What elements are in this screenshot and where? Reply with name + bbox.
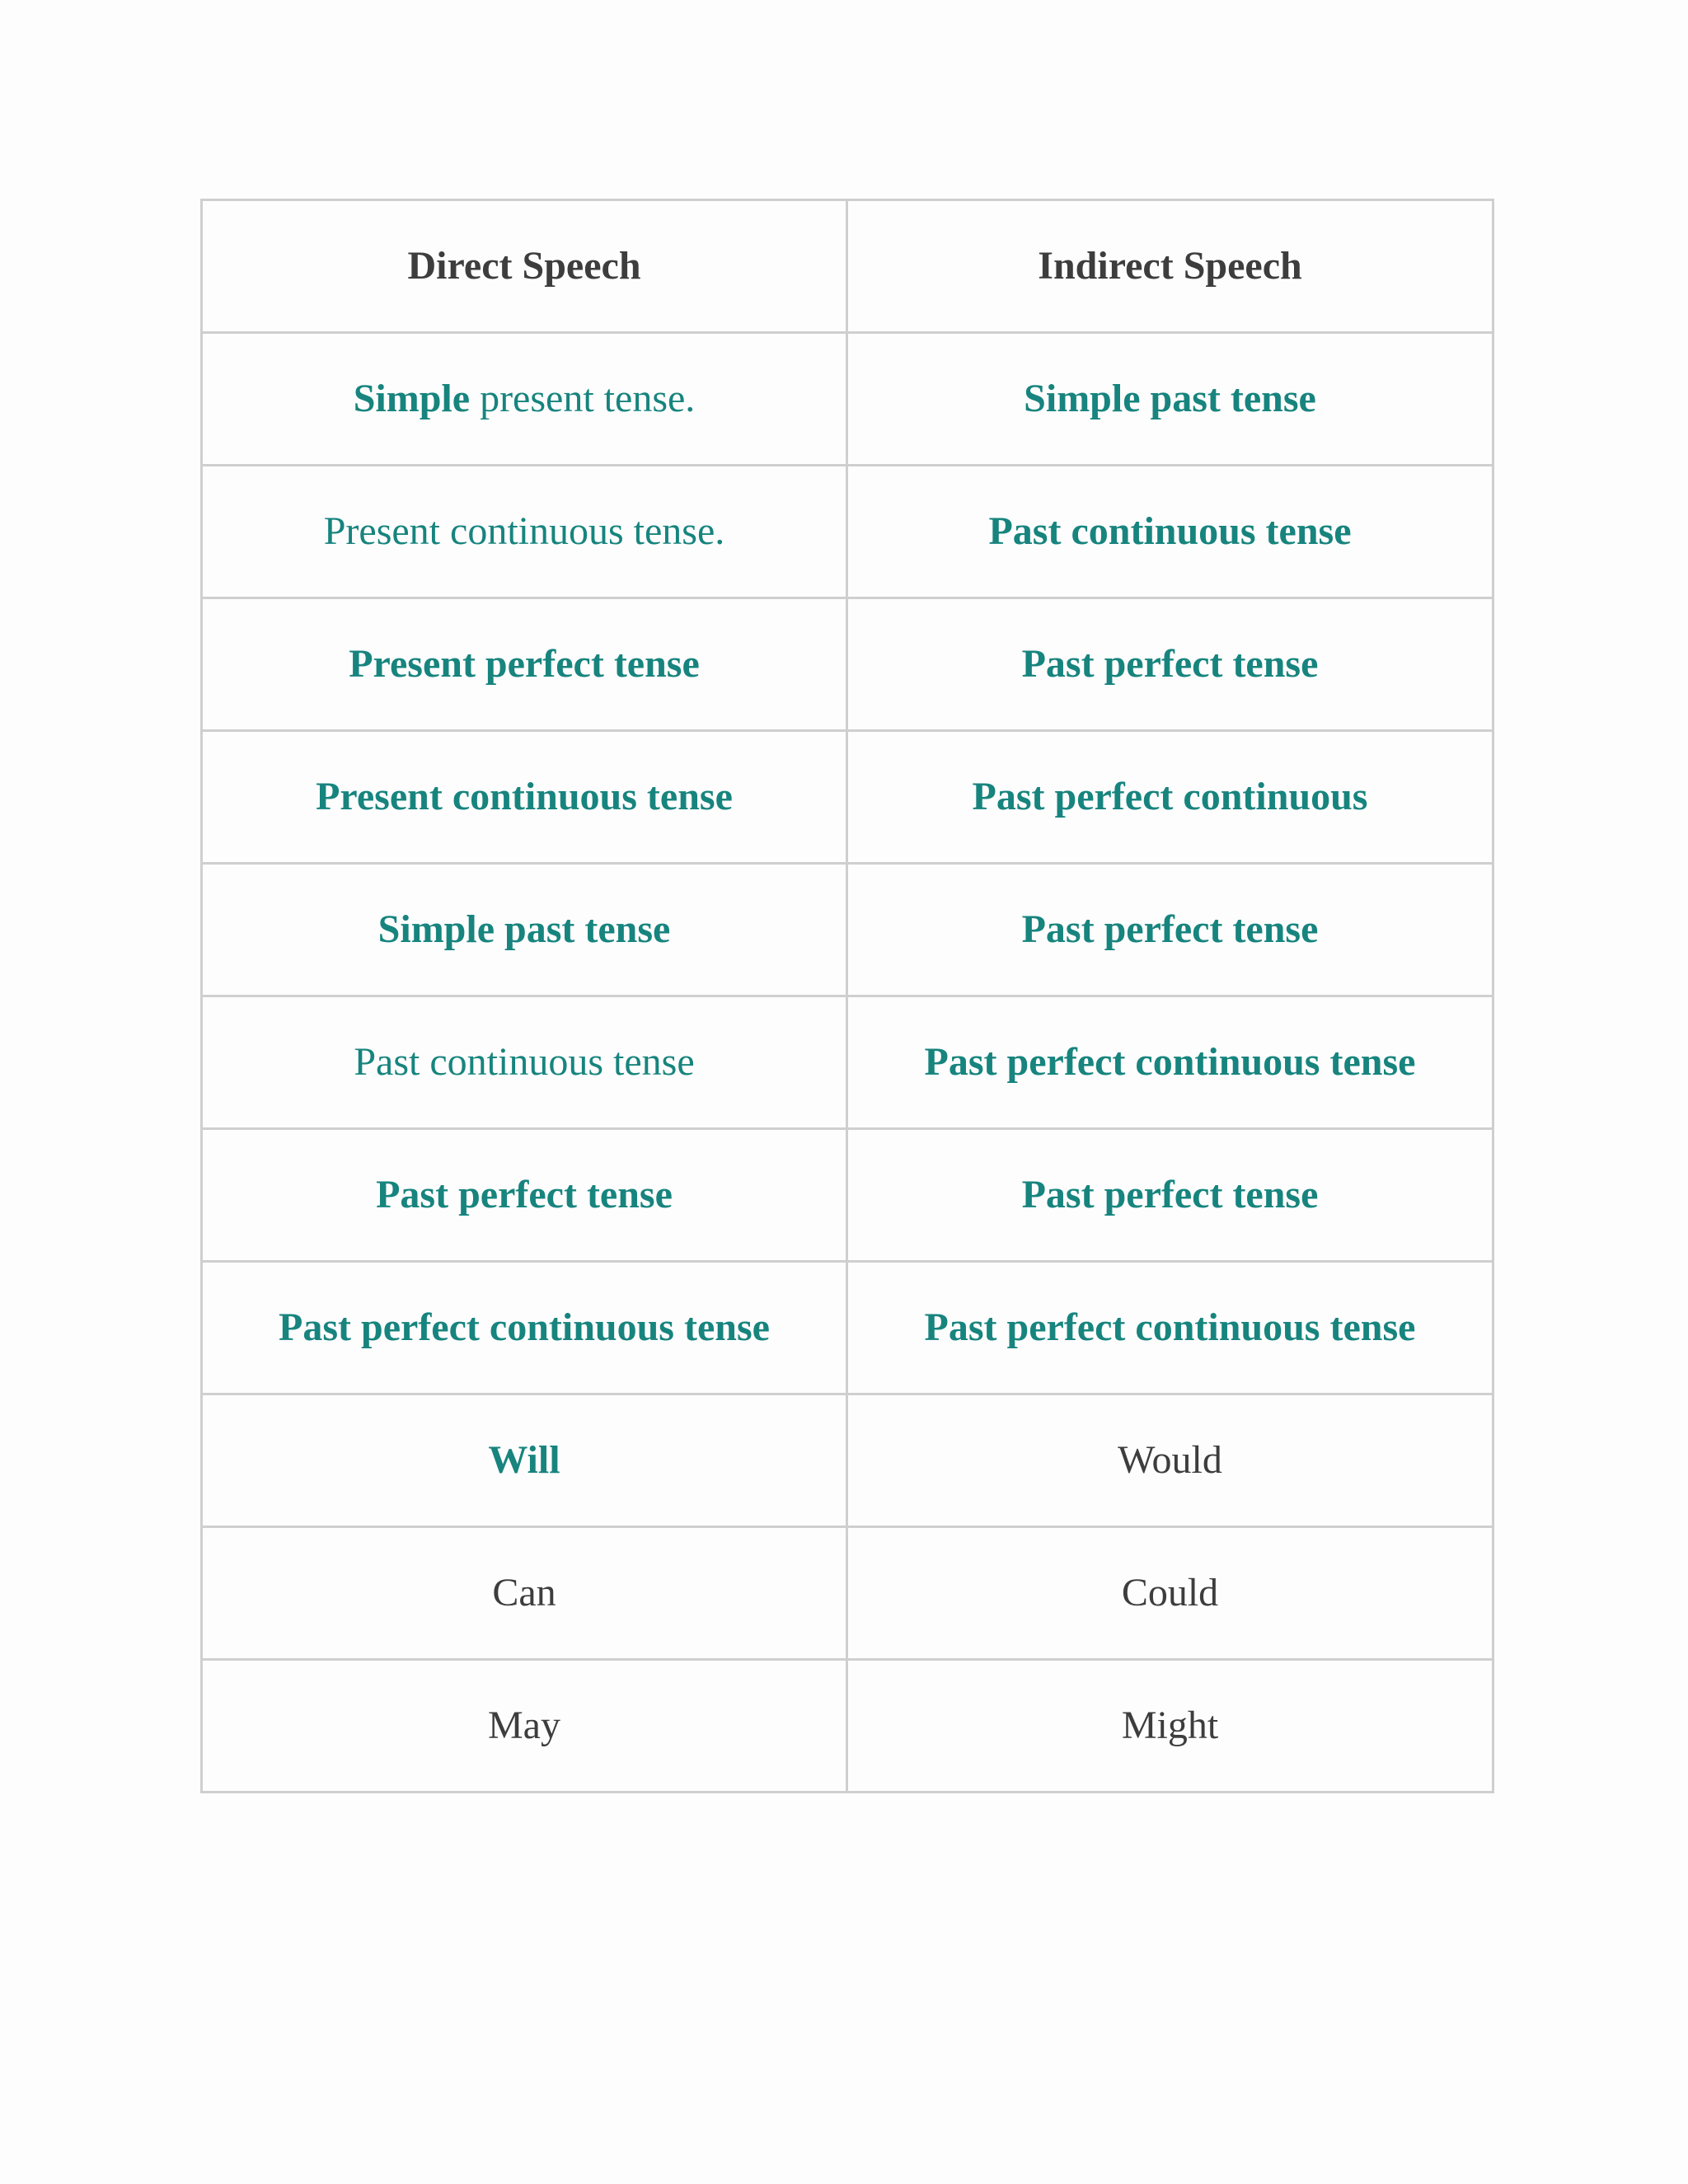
table-row — [202, 1394, 1493, 1527]
table-row — [202, 996, 1493, 1129]
table-row — [202, 731, 1493, 864]
table-row — [202, 333, 1493, 466]
direct-cell: Present continuous tense — [202, 731, 847, 864]
direct-cell: Past perfect continuous tense — [202, 1262, 847, 1394]
direct-cell-bold-part: Simple — [353, 377, 471, 421]
direct-cell-rest-part: present tense. — [470, 377, 696, 421]
header-direct-speech: Direct Speech — [202, 200, 847, 333]
direct-cell: May — [202, 1660, 847, 1793]
indirect-cell: Would — [847, 1394, 1493, 1527]
indirect-cell: Past perfect continuous tense — [847, 996, 1493, 1129]
table-header-row — [202, 200, 1493, 333]
table-row — [202, 1262, 1493, 1394]
direct-cell: Present perfect tense — [202, 598, 847, 731]
indirect-cell: Might — [847, 1660, 1493, 1793]
speech-conversion-table — [200, 199, 1494, 1793]
indirect-cell: Could — [847, 1527, 1493, 1660]
header-indirect-speech: Indirect Speech — [847, 200, 1493, 333]
direct-cell — [202, 333, 847, 466]
indirect-cell: Simple past tense — [847, 333, 1493, 466]
indirect-cell: Past perfect tense — [847, 1129, 1493, 1262]
table-row — [202, 1129, 1493, 1262]
indirect-cell: Past perfect tense — [847, 864, 1493, 996]
table-row — [202, 598, 1493, 731]
direct-cell: Simple past tense — [202, 864, 847, 996]
indirect-cell: Past perfect continuous — [847, 731, 1493, 864]
direct-cell: Can — [202, 1527, 847, 1660]
table-row — [202, 466, 1493, 598]
indirect-cell: Past continuous tense — [847, 466, 1493, 598]
table-row — [202, 864, 1493, 996]
indirect-cell: Past perfect continuous tense — [847, 1262, 1493, 1394]
indirect-cell: Past perfect tense — [847, 598, 1493, 731]
direct-cell: Past continuous tense — [202, 996, 847, 1129]
direct-cell: Past perfect tense — [202, 1129, 847, 1262]
table-row — [202, 1527, 1493, 1660]
direct-cell: Will — [202, 1394, 847, 1527]
table-row — [202, 1660, 1493, 1793]
direct-cell: Present continuous tense. — [202, 466, 847, 598]
